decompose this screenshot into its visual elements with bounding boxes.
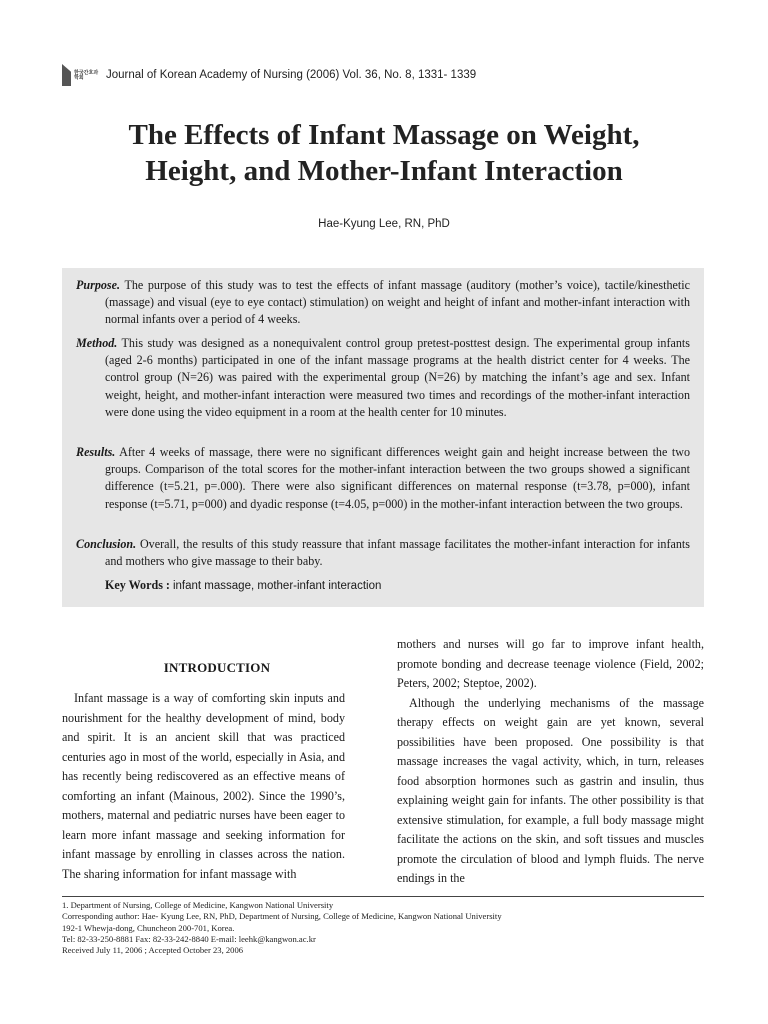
results-text: After 4 weeks of massage, there were no significant differences weight gain and height increase between the two groups. Comparison of the total scores for the mother-infant interaction between the two groups showed a significant difference (t=5.21, p=.000). There were also significant differences on maternal response (t=3.78, p=000), infant response (t=5.71, p=000) and dyadic response (t=4.05, p=000) in the mother-infant interaction between the two groups.	[105, 445, 690, 511]
footnote-corresponding: Corresponding author: Hae- Kyung Lee, RN, PhD, Department of Nursing, College of Medicine, Kangwon National University	[62, 911, 502, 922]
title-line-1: The Effects of Infant Massage on Weight,	[128, 119, 640, 151]
conclusion-text: Overall, the results of this study reassure that infant massage facilitates the mother-infant interaction for infants and mothers who give massage to their baby.	[105, 537, 690, 569]
journal-citation: Journal of Korean Academy of Nursing (2006) Vol. 36, No. 8, 1331- 1339	[106, 69, 477, 81]
footnote-divider	[62, 896, 704, 897]
footnote-contact: Tel: 82-33-250-8881 Fax: 82-33-242-8840 E-mail: leehk@kangwon.ac.kr	[62, 933, 316, 944]
intro-paragraph-1: Infant massage is a way of comforting skin inputs and nourishment for the healthy development of mind, body and spirit. It is an ancient skill that was practiced centuries ago in most of the world, especially in Asia, and has recently being rediscovered as an effective means of comforting an infant (Mainous, 2002). Since the 1990’s, mothers, maternal and pediatric nurses have been eager to learn more infant massage and seeking information for infant massage by enrolling in classes across the nation. The sharing information for infant massage with	[62, 691, 345, 881]
purpose-label: Purpose.	[76, 278, 121, 292]
footnote-affiliation: 1. Department of Nursing, College of Medicine, Kangwon National University	[62, 900, 334, 910]
keywords-label: Key Words :	[105, 578, 170, 592]
journal-header	[62, 64, 476, 86]
author-line: Hae-Kyung Lee, RN, PhD	[318, 218, 450, 230]
abstract-results	[76, 444, 690, 513]
method-label: Method.	[76, 336, 118, 350]
method-text: This study was designed as a nonequivalent control group pretest-posttest design. The experimental group infants (aged 2-6 months) participated in one of the infant massage programs at the health district center for 4 weeks. The control group (N=26) was paired with the experimental group (N=26) by matching the infant’s age and sex. Infant weight, height, and mother-infant interaction were measured two times and recordings of the mother-infant interaction were done using the video equipment in a room at the health center for 10 minutes.	[105, 336, 690, 419]
left-column	[62, 689, 345, 884]
footnote-address: 192-1 Whewja-dong, Chuncheon 200-701, Korea.	[62, 922, 235, 933]
keywords-line	[105, 578, 381, 593]
conclusion-label: Conclusion.	[76, 537, 137, 551]
logo-tab-shape	[62, 64, 71, 86]
abstract-box	[62, 268, 704, 607]
logo-text: 한국간호과학회	[74, 70, 99, 81]
keywords-text: infant massage, mother-infant interaction	[172, 580, 382, 592]
right-column	[397, 635, 704, 889]
intro-paragraph-continued: mothers and nurses will go far to improve infant health, promote bonding and decrease teenage violence (Field, 2002; Peters, 2002; Steptoe, 2002).	[397, 637, 704, 690]
footnotes	[62, 900, 704, 956]
results-label: Results.	[76, 445, 116, 459]
abstract-method	[76, 335, 690, 421]
abstract-purpose	[76, 277, 690, 329]
purpose-text: The purpose of this study was to test the effects of infant massage (auditory (mother’s voice), tactile/kinesthetic (massage) and visual (eye to eye contact) stimulation) on weight and height of infant and mother-infant interaction with normal infants over a period of 4 weeks.	[105, 278, 690, 327]
section-heading-introduction: INTRODUCTION	[163, 660, 271, 675]
abstract-conclusion	[76, 536, 690, 570]
journal-logo	[62, 64, 100, 86]
intro-paragraph-2: Although the underlying mechanisms of the massage therapy effects on weight gain are yet known, several possibilities have been proposed. One possibility is that massage increases the vagal activity, which, in turn, releases food absorption hormones such as gastrin and insulin, thus explaining weight gain for infants. The other possibility is that extensive stimulation, for example, a full body massage might facilitate the actions on the skin, and soft tissues and muscles promote the circulation of blood and lymph fluids. The nerve endings in the	[397, 695, 704, 885]
title-line-2: Height, and Mother-Infant Interaction	[145, 155, 623, 187]
footnote-dates: Received July 11, 2006 ; Accepted October 23, 2006	[62, 945, 244, 956]
paper-title	[40, 117, 728, 189]
